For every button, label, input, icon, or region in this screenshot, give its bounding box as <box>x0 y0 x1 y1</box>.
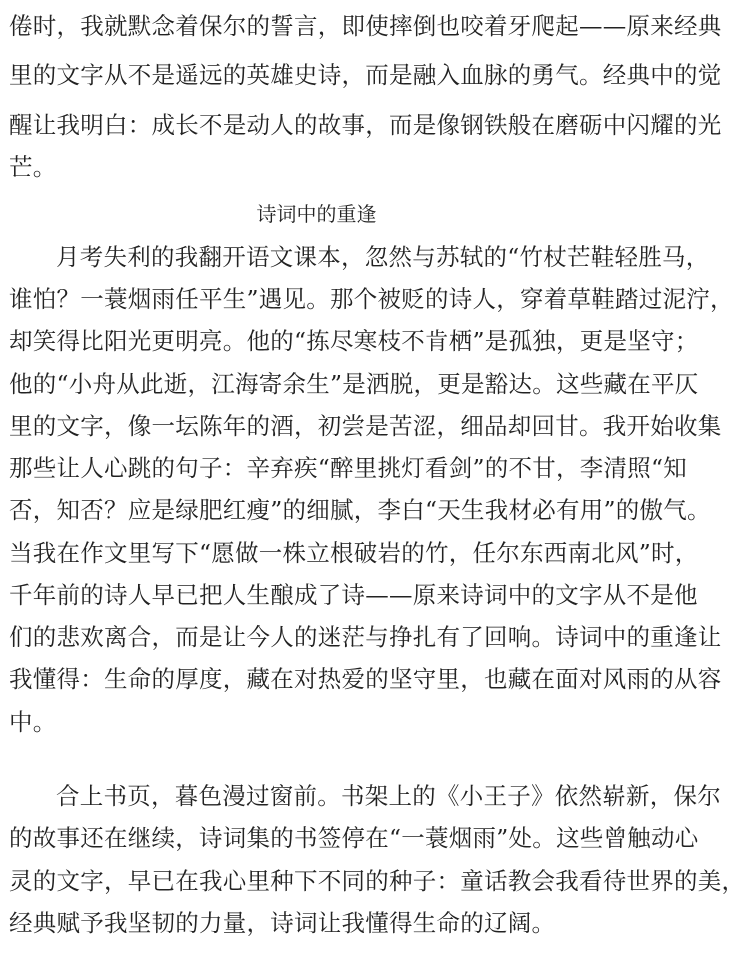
para1-line: 醒让我明白：成长不是动人的故事，而是像钢铁般在磨砺中闪耀的光 <box>9 111 722 139</box>
para3-line: 合上书页，暮色漫过窗前。书架上的《小王子》依然崭新，保尔 <box>56 782 721 810</box>
para2-line: 否，知否？应是绿肥红瘦”的细腻，李白“天生我材必有用”的傲气。 <box>9 496 711 524</box>
para3-line: 经典赋予我坚韧的力量，诗词让我懂得生命的辽阔。 <box>9 909 556 937</box>
section-title: 诗词中的重逢 <box>256 202 377 226</box>
para2-line: 我懂得：生命的厚度，藏在对热爱的坚守里，也藏在面对风雨的从容 <box>9 665 722 693</box>
para2-line: 们的悲欢离合，而是让今人的迷茫与挣扎有了回响。诗词中的重逢让 <box>9 623 722 651</box>
para2-line: 那些让人心跳的句子：辛弃疾“醉里挑灯看剑”的不甘，李清照“知 <box>9 454 688 482</box>
para2-line: 千年前的诗人早已把人生酿成了诗——原来诗词中的文字从不是他 <box>9 581 698 609</box>
para1-line: 里的文字从不是遥远的英雄史诗，而是融入血脉的勇气。经典中的觉 <box>9 61 722 89</box>
para1-line: 倦时，我就默念着保尔的誓言，即使摔倒也咬着牙爬起——原来经典 <box>9 12 722 40</box>
para2-line: 却笑得比阳光更明亮。他的“拣尽寒枝不肯栖”是孤独，更是坚守； <box>9 327 699 355</box>
para2-line: 月考失利的我翻开语文课本，忽然与苏轼的“竹杖芒鞋轻胜马， <box>56 243 710 271</box>
para2-line: 里的文字，像一坛陈年的酒，初尝是苦涩，细品却回甘。我开始收集 <box>9 412 722 440</box>
para2-line: 中。 <box>9 708 57 736</box>
para3-line: 灵的文字，早已在我心里种下不同的种子：童话教会我看待世界的美， <box>9 867 745 895</box>
para1-line: 芒。 <box>9 153 57 181</box>
para2-line: 谁怕？一蓑烟雨任平生”遇见。那个被贬的诗人，穿着草鞋踏过泥泞， <box>9 285 734 313</box>
para3-line: 的故事还在继续，诗词集的书签停在“一蓑烟雨”处。这些曾触动心 <box>9 824 699 852</box>
para2-line: 他的“小舟从此逝，江海寄余生”是洒脱，更是豁达。这些藏在平仄 <box>9 370 699 398</box>
para2-line: 当我在作文里写下“愿做一株立根破岩的竹，任尔东西南北风”时， <box>9 539 699 567</box>
